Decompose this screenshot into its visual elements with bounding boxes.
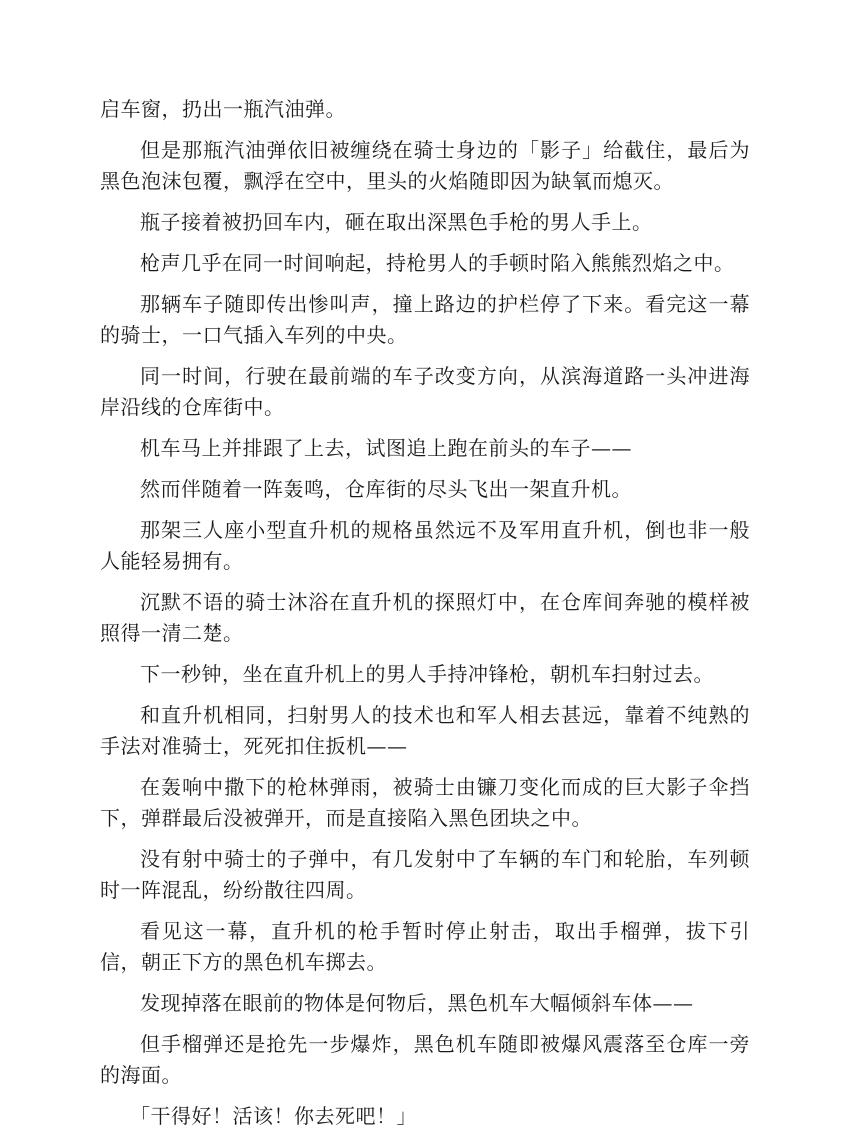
paragraph: 看见这一幕，直升机的枪手暂时停止射击，取出手榴弹，拔下引信，朝正下方的黑色机车掷去。	[100, 919, 750, 974]
paragraph: 机车马上并排跟了上去，试图追上跑在前头的车子——	[140, 436, 632, 460]
paragraph: 但是那瓶汽油弹依旧被缠绕在骑士身边的「影子」给截住，最后为黑色泡沫包覆，飘浮在空中，里头的火焰随即因为缺氧而熄灭。	[100, 138, 750, 193]
paragraph: 瓶子接着被扔回车内，砸在取出深黑色手枪的男人手上。	[140, 210, 653, 234]
document-body	[100, 94, 750, 1142]
paragraph: 那辆车子随即传出惨叫声，撞上路边的护栏停了下来。看完这一幕的骑士，一口气插入车列的中央。	[100, 292, 750, 347]
paragraph: 发现掉落在眼前的物体是何物后，黑色机车大幅倾斜车体——	[140, 991, 694, 1015]
paragraph: 同一时间，行驶在最前端的车子改变方向，从滨海道路一头冲进海岸沿线的仓库街中。	[100, 364, 750, 419]
paragraph: 在轰响中撒下的枪林弹雨，被骑士由镰刀变化而成的巨大影子伞挡下，弹群最后没被弹开，而是直接陷入黑色团块之中。	[100, 775, 750, 830]
paragraph: 下一秒钟，坐在直升机上的男人手持冲锋枪，朝机车扫射过去。	[140, 662, 714, 686]
paragraph: 沉默不语的骑士沐浴在直升机的探照灯中，在仓库间奔驰的模样被照得一清二楚。	[100, 590, 750, 645]
paragraph: 和直升机相同，扫射男人的技术也和军人相去甚远，靠着不纯熟的手法对准骑士，死死扣住扳机——	[100, 703, 750, 758]
paragraph: 没有射中骑士的子弹中，有几发射中了车辆的车门和轮胎，车列顿时一阵混乱，纷纷散往四周。	[100, 847, 750, 902]
paragraph: 然而伴随着一阵轰鸣，仓库街的尽头飞出一架直升机。	[140, 477, 632, 501]
dialogue-line: 「干得好！活该！你去死吧！」	[130, 1104, 417, 1128]
paragraph: 枪声几乎在同一时间响起，持枪男人的手顿时陷入熊熊烈焰之中。	[140, 251, 735, 275]
paragraph: 启车窗，扔出一瓶汽油弹。	[100, 97, 346, 121]
paragraph: 但手榴弹还是抢先一步爆炸，黑色机车随即被爆风震落至仓库一旁的海面。	[100, 1032, 750, 1087]
paragraph: 那架三人座小型直升机的规格虽然远不及军用直升机，倒也非一般人能轻易拥有。	[100, 518, 750, 573]
